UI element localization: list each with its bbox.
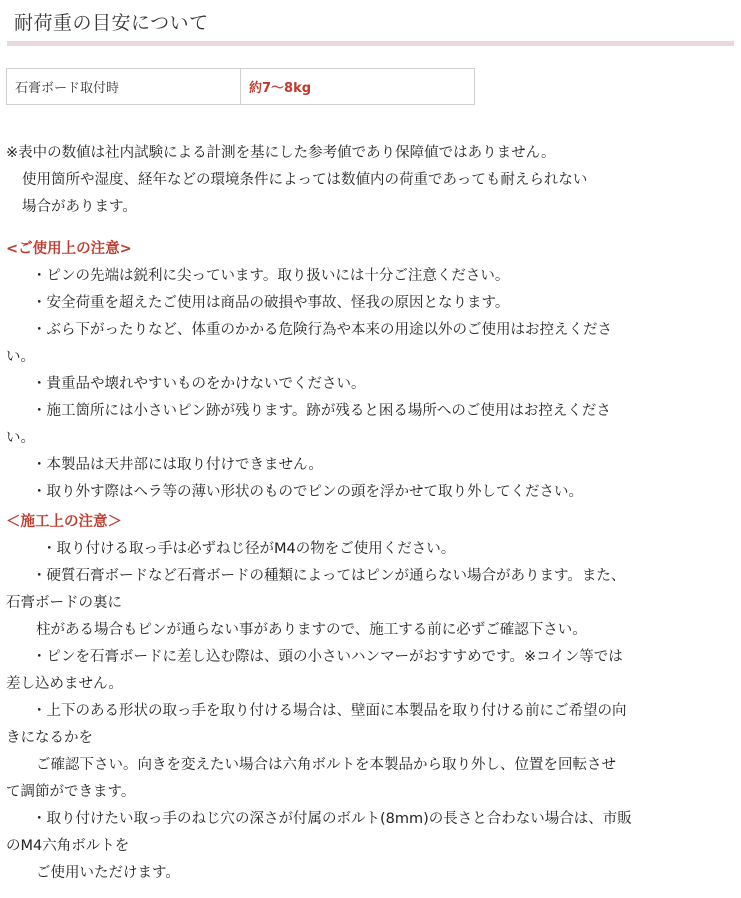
list-item: ・取り外す際はヘラ等の薄い形状のものでピンの頭を浮かせて取り外してください。: [32, 484, 583, 500]
table-row: [7, 69, 475, 105]
list-item: ・安全荷重を超えたご使用は商品の破損や事故、怪我の原因となります。: [32, 295, 510, 311]
installation-precautions-title: ＜施工上の注意＞: [6, 514, 122, 530]
list-item-continuation: きになるかを: [6, 730, 93, 746]
list-item-continuation: 差し込めません。: [6, 676, 123, 692]
list-item: ・上下のある形状の取っ手を取り付ける場合は、壁面に本製品を取り付ける前にご希望の向: [32, 703, 627, 719]
list-item: ・ピンの先端は鋭利に尖っています。取り扱いには十分ご注意ください。: [32, 268, 510, 284]
list-item-continuation: い。: [6, 430, 35, 446]
disclaimer-note: [6, 140, 736, 221]
list-item: ・本製品は天井部には取り付けできません。: [32, 457, 323, 473]
installation-precautions-section: [6, 509, 736, 887]
list-item-continuation: て調節ができます。: [6, 784, 136, 800]
list-item-continuation: 柱がある場合もピンが通らない事がありますので、施工する前に必ずご確認下さい。: [36, 622, 587, 638]
list-item-continuation: い。: [6, 349, 35, 365]
list-item-continuation: ご使用いただけます。: [36, 865, 180, 881]
heading-divider: [7, 41, 734, 46]
note-line: 場合があります。: [22, 199, 137, 215]
list-item: ・硬質石膏ボードなど石膏ボードの種類によってはピンが通らない場合があります。また、: [32, 568, 626, 584]
list-item: ・ぶら下がったりなど、体重のかかる危険行為や本来の用途以外のご使用はお控えくださ: [32, 322, 612, 338]
load-value-cell: 約7〜8kg: [241, 69, 475, 105]
note-line: 使用箇所や湿度、経年などの環境条件によっては数値内の荷重であっても耐えられない: [22, 172, 588, 188]
usage-precautions-section: [6, 236, 736, 506]
list-item: ・取り付ける取っ手は必ずねじ径がM4の物をご使用ください。: [42, 541, 456, 557]
usage-precautions-title: <ご使用上の注意>: [6, 241, 132, 257]
list-item-continuation: ご確認下さい。向きを変えたい場合は六角ボルトを本製品から取り外し、位置を回転させ: [36, 757, 616, 773]
load-capacity-table: [6, 68, 475, 105]
list-item-continuation: 石膏ボードの裏に: [6, 595, 122, 611]
page-title: 耐荷重の目安について: [14, 12, 209, 34]
mounting-type-cell: 石膏ボード取付時: [7, 69, 241, 105]
note-line: ※表中の数値は社内試験による計測を基にした参考値であり保障値ではありません。: [6, 145, 556, 161]
list-item: ・ピンを石膏ボードに差し込む際は、頭の小さいハンマーがおすすめです。※コイン等では: [32, 649, 623, 665]
list-item: ・貴重品や壊れやすいものをかけないでください。: [32, 376, 366, 392]
list-item: ・取り付けたい取っ手のねじ穴の深さが付属のボルト(8mm)の長さと合わない場合は、市販: [32, 811, 632, 827]
list-item: ・施工箇所には小さいピン跡が残ります。跡が残ると困る場所へのご使用はお控えくださ: [32, 403, 611, 419]
list-item-continuation: のM4六角ボルトを: [6, 838, 130, 854]
